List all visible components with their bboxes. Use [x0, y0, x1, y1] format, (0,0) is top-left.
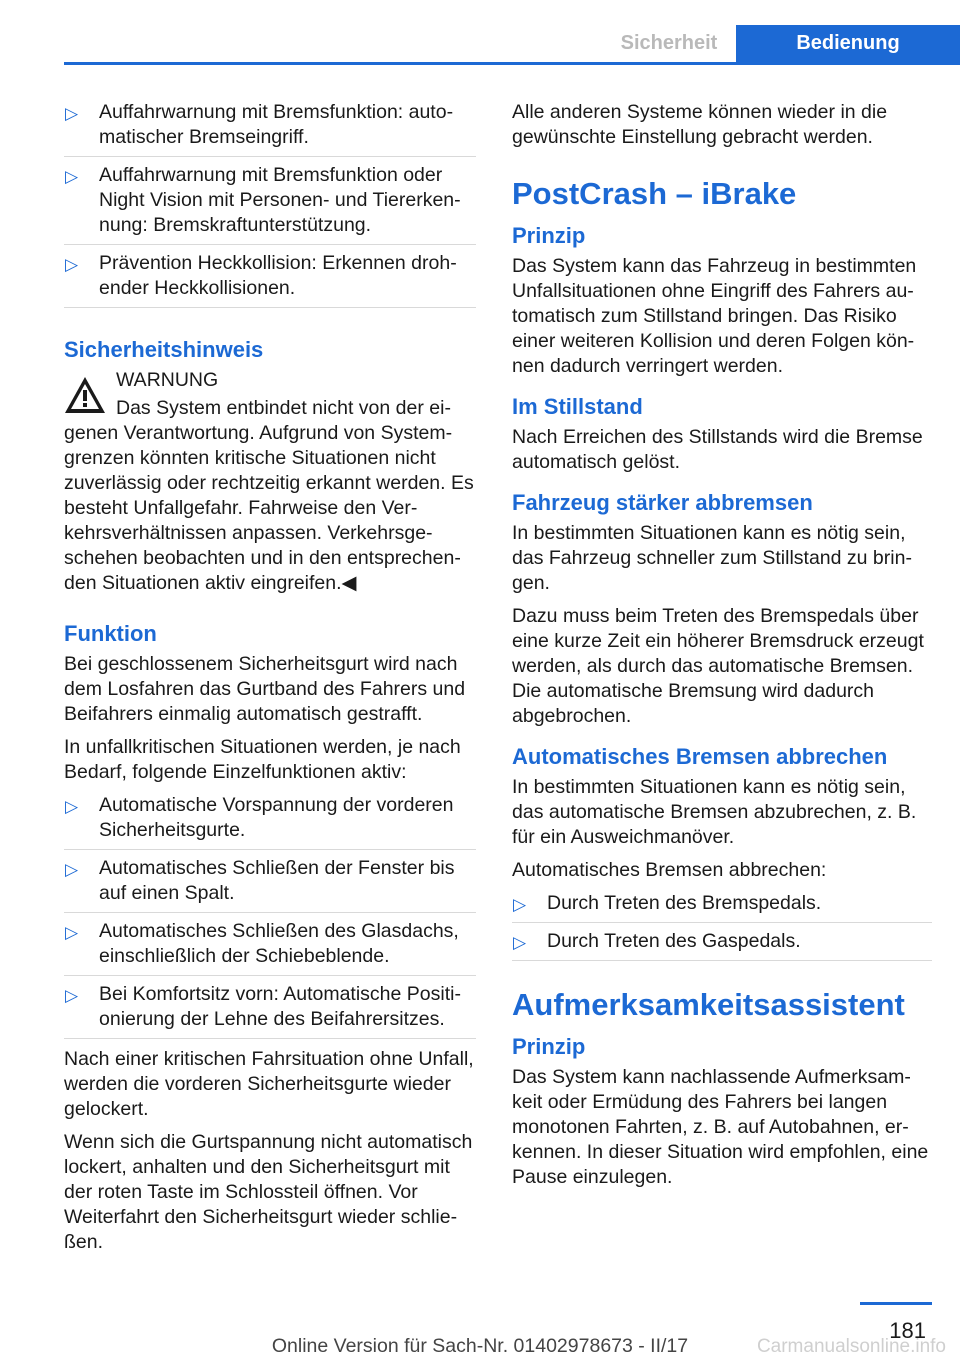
list-item: ▷ Auffahrwarnung mit Bremsfunktion: automatischer Bremseingriff. — [64, 100, 476, 157]
online-version-note: Online Version für Sach-Nr. 01402978673 - II/17 — [271, 1335, 689, 1357]
left-column — [64, 100, 476, 1263]
bullet-list-abbrechen — [512, 891, 932, 961]
tab-sicherheit[interactable]: Sicherheit — [620, 32, 718, 54]
prinzip-heading: Prinzip — [512, 223, 586, 248]
warning-title: WARNUNG — [116, 369, 219, 391]
triangle-bullet-icon: ▷ — [513, 895, 527, 914]
list-item: ▷ Bei Komfortsitz vorn: Automatische Positionierung der Lehne des Beifahrersitzes. — [64, 982, 476, 1039]
postcrash-title: PostCrash – iBrake — [512, 176, 797, 211]
list-item: ▷ Durch Treten des Bremspedals. — [512, 891, 932, 923]
prinzip-heading: Prinzip — [512, 1034, 586, 1059]
abbrechen-paragraph: In bestimmten Situationen kann es nötig sein, das automatische Bremsen abzubrechen, z. B. für ein Ausweichmanöver. — [512, 776, 917, 848]
function-paragraph: Wenn sich die Gurtspannung nicht automatisch lockert, anhalten und den Sicherheitsgurt mit der roten Taste im Schlossteil öffnen. Vor Weiterfahrt den Sicherheitsgurt wieder schließen. — [64, 1131, 473, 1253]
abbremsen-paragraph: Dazu muss beim Treten des Bremspedals über eine kurze Zeit ein höherer Bremsdruck erzeugt werden, als durch das automatische Bremsen. Die automatische Bremsung wird dadurch abgebrochen. — [512, 605, 924, 727]
intro-paragraph: Alle anderen Systeme können wieder in die gewünschte Einstellung gebracht werden. — [512, 101, 888, 148]
list-item: ▷ Automatische Vorspannung der vorderen Sicherheitsgurte. — [64, 793, 476, 850]
right-column — [512, 100, 932, 1198]
bullet-list-function — [64, 793, 476, 1039]
bullet-list-top — [64, 100, 476, 308]
list-item: ▷ Auffahrwarnung mit Bremsfunktion oder Night Vision mit Personen- und Tiererkennung: Bremskraftunterstützung. — [64, 163, 476, 245]
abbremsen-heading: Fahrzeug stärker abbremsen — [512, 490, 813, 515]
triangle-bullet-icon: ▷ — [65, 986, 79, 1005]
function-heading: Funktion — [64, 621, 157, 646]
safety-heading: Sicherheitshinweis — [64, 337, 264, 362]
abbremsen-paragraph: In bestimmten Situationen kann es nötig sein, das Fahrzeug schneller zum Stillstand zu bringen. — [512, 522, 912, 594]
triangle-bullet-icon: ▷ — [65, 923, 79, 942]
function-paragraph: Bei geschlossenem Sicherheitsgurt wird nach dem Losfahren das Gurtband des Fahrers und Beifahrers einmalig automatisch gestrafft. — [64, 653, 466, 725]
list-item: ▷ Prävention Heckkollision: Erkennen drohender Heckkollisionen. — [64, 251, 476, 308]
list-item: ▷ Automatisches Schließen der Fenster bis auf einen Spalt. — [64, 856, 476, 913]
triangle-bullet-icon: ▷ — [65, 860, 79, 879]
watermark: Carmanualsonline.info — [756, 1336, 946, 1357]
stillstand-heading: Im Stillstand — [512, 394, 643, 419]
function-paragraph: Nach einer kritischen Fahrsituation ohne Unfall, werden die vorderen Sicherheitsgurte wieder gelockert. — [64, 1048, 474, 1120]
triangle-bullet-icon: ▷ — [513, 933, 527, 952]
tab-bedienung[interactable]: Bedienung — [736, 25, 960, 62]
list-item: ▷ Durch Treten des Gaspedals. — [512, 929, 932, 961]
page-number: 181 — [889, 1318, 926, 1343]
warning-triangle-icon — [64, 376, 106, 414]
stillstand-paragraph: Nach Erreichen des Stillstands wird die Bremse automatisch gelöst. — [512, 426, 923, 473]
header-bar — [64, 0, 960, 65]
triangle-bullet-icon: ▷ — [65, 255, 79, 274]
abbrechen-paragraph: Automatisches Bremsen abbrechen: — [512, 859, 827, 881]
assist-title: Aufmerksamkeitsassistent — [512, 987, 905, 1022]
triangle-bullet-icon: ▷ — [65, 797, 79, 816]
warning-text: Das System entbindet nicht von der eigenen Verantwortung. Aufgrund von Systemgrenzen könnten kritische Situationen nicht zuverlässig oder rechtzeitig erkannt werden. Es besteht Unfallgefahr. Fahrweise den Verkehrsverhältnissen anpassen. Verkehrsgeschehen beobachten und in den entsprechenden Situationen aktiv eingreifen.◀ — [64, 397, 474, 594]
triangle-bullet-icon: ▷ — [65, 104, 79, 123]
prinzip-paragraph: Das System kann das Fahrzeug in bestimmten Unfallsituationen ohne Eingriff des Fahrers automatisch zum Stillstand bringen. Das Risiko einer weiteren Kollision und deren Folgen können dadurch verringert werden. — [512, 255, 917, 377]
list-item: ▷ Automatisches Schließen des Glasdachs, einschließlich der Schiebeblende. — [64, 919, 476, 976]
prinzip-paragraph: Das System kann nachlassende Aufmerksamkeit oder Ermüdung des Fahrers bei langen monotonen Fahrten, z. B. auf Autobahnen, erkennen. In dieser Situation wird empfohlen, eine Pause einzulegen. — [512, 1066, 929, 1188]
warning-box — [64, 368, 476, 596]
triangle-bullet-icon: ▷ — [65, 167, 79, 186]
footer-divider — [860, 1302, 932, 1305]
abbrechen-heading: Automatisches Bremsen abbrechen — [512, 744, 888, 769]
function-paragraph: In unfallkritischen Situationen werden, je nach Bedarf, folgende Einzelfunktionen aktiv: — [64, 736, 461, 783]
